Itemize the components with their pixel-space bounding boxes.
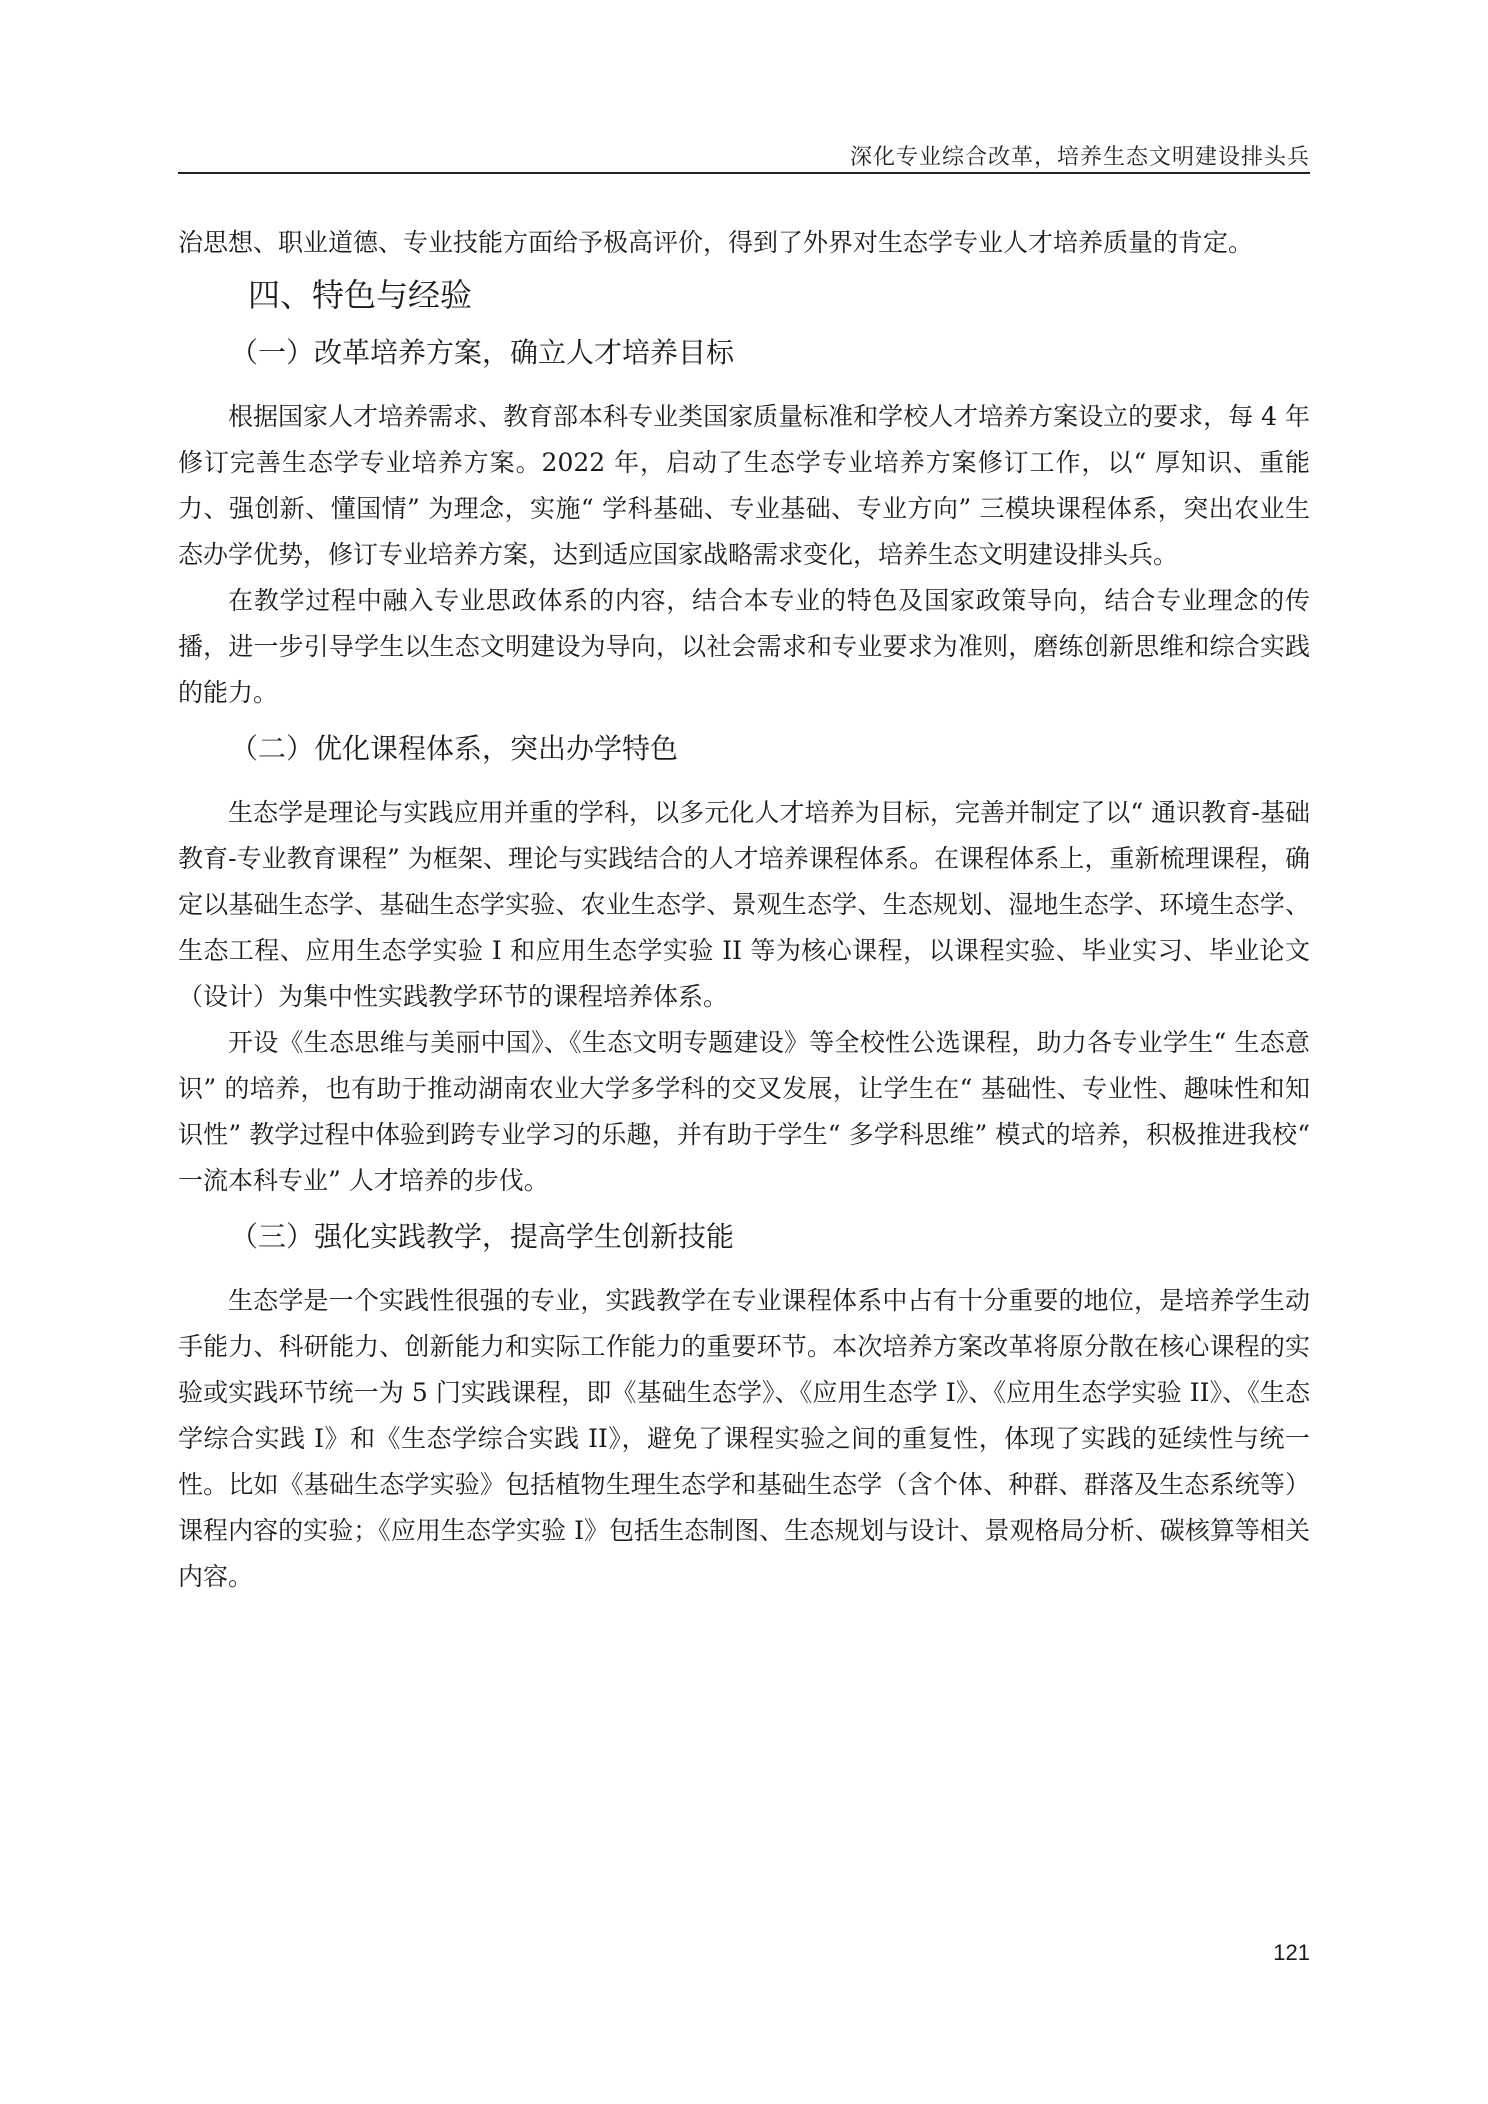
subsection-1-paragraph-2: 在教学过程中融入专业思政体系的内容，结合本专业的特色及国家政策导向，结合专业理念的传播，进一步引导学生以生态文明建设为导向，以社会需求和专业要求为准则，磨练创新思维和综合实践的能力。	[178, 586, 1310, 707]
running-header: 深化专业综合改革，培养生态文明建设排头兵	[849, 145, 1310, 170]
subsection-2-paragraph-1: 生态学是理论与实践应用并重的学科，以多元化人才培养为目标，完善并制定了以“ 通识教育-基础教育-专业教育课程” 为框架、理论与实践结合的人才培养课程体系。在课程体系上，重新梳理课程，确定以基础生态学、基础生态学实验、农业生态学、景观生态学、生态规划、湿地生态学、环境生态学、生态工程、应用生态学实验 I 和应用生态学实验 II 等为核心课程，以课程实验、毕业实习、毕业论文（设计）为集中性实践教学环节的课程培养体系。	[178, 798, 1310, 1011]
intro-paragraph: 治思想、职业道德、专业技能方面给予极高评价，得到了外界对生态学专业人才培养质量的肯定。	[178, 228, 1254, 257]
subsection-2-paragraph-2: 开设《生态思维与美丽中国》、《生态文明专题建设》等全校性公选课程，助力各专业学生“ 生态意识” 的培养，也有助于推动湖南农业大学多学科的交叉发展，让学生在“ 基础性、专业性、趣味性和知识性” 教学过程中体验到跨专业学习的乐趣，并有助于学生“ 多学科思维” 模式的培养，积极推进我校“ 一流本科专业” 人才培养的步伐。	[178, 1028, 1310, 1195]
subsection-1-paragraph-1: 根据国家人才培养需求、教育部本科专业类国家质量标准和学校人才培养方案设立的要求，每 4 年修订完善生态学专业培养方案。2022 年，启动了生态学专业培养方案修订工作，以“ 厚知识、重能力、强创新、懂国情” 为理念，实施“ 学科基础、专业基础、专业方向” 三模块课程体系，突出农业生态办学优势，修订专业培养方案，达到适应国家战略需求变化，培养生态文明建设排头兵。	[178, 402, 1310, 569]
section-heading: 四、特色与经验	[248, 276, 473, 314]
subsection-heading-2: （二）优化课程体系，突出办学特色	[230, 732, 679, 765]
page-number: 121	[1273, 1940, 1310, 1965]
header-divider	[178, 172, 1310, 174]
subsection-heading-1: （一）改革培养方案，确立人才培养目标	[230, 336, 735, 369]
subsection-3-paragraph-1: 生态学是一个实践性很强的专业，实践教学在专业课程体系中占有十分重要的地位，是培养学生动手能力、科研能力、创新能力和实际工作能力的重要环节。本次培养方案改革将原分散在核心课程的实验或实践环节统一为 5 门实践课程，即《基础生态学》、《应用生态学 I》、《应用生态学实验 II》、《生态学综合实践 I》和《生态学综合实践 II》，避免了课程实验之间的重复性，体现了实践的延续性与统一性。比如《基础生态学实验》包括植物生理生态学和基础生态学（含个体、种群、群落及生态系统等）课程内容的实验；《应用生态学实验 I》包括生态制图、生态规划与设计、景观格局分析、碳核算等相关内容。	[178, 1286, 1310, 1591]
page-body	[178, 220, 1310, 1600]
subsection-heading-3: （三）强化实践教学，提高学生创新技能	[230, 1220, 735, 1253]
